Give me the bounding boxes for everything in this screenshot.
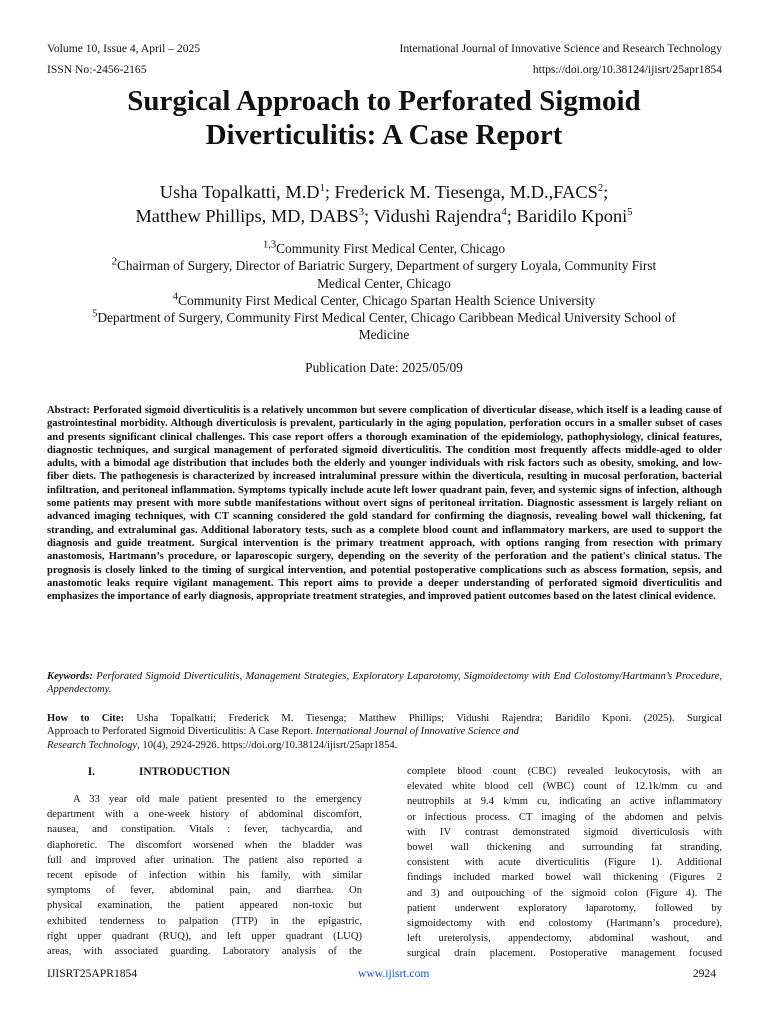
left-line: A 33 year old male patient presented to the emergency — [73, 794, 362, 805]
title-line-1: Surgical Approach to Perforated Sigmoid — [127, 85, 641, 117]
cite-journal-1: International Journal of Innovative Science and — [315, 726, 519, 738]
title-line-2: Diverticulitis: A Case Report — [205, 119, 563, 151]
author-3-sup: 3 — [358, 206, 364, 218]
author-1-sup: 1 — [319, 182, 325, 194]
section-title: INTRODUCTION — [139, 766, 231, 778]
cite-line-1 — [47, 712, 722, 725]
affiliation-2-line-1 — [46, 257, 722, 274]
right-line: and 3) and outpouching of the sigmoid colon (Figure 4). The — [407, 887, 722, 899]
affiliation-3 — [46, 292, 722, 309]
author-line-1 — [40, 180, 728, 204]
author-2-sup: 2 — [597, 182, 604, 194]
doi-link[interactable]: https://doi.org/10.38124/ijisrt/25apr1854 — [532, 63, 722, 76]
affiliation-2-text-2: Medical Center, Chicago — [317, 275, 451, 291]
cite-journal-2: Research Technology — [47, 739, 138, 751]
how-to-cite — [47, 712, 722, 752]
left-line: right upper quadrant (RUQ), and left upper quadrant (LUQ) — [47, 930, 362, 942]
cite-line-2 — [47, 725, 722, 738]
cite-text-3: , 10(4), 2924-2926. https://doi.org/10.38124/ijisrt/25apr1854. — [137, 739, 398, 751]
right-line: patient underwent exploratory laparotomy, followed by — [407, 902, 722, 914]
affiliation-3-text: Community First Medical Center, Chicago Spartan Health Science University — [178, 292, 596, 308]
affiliation-4-line-1 — [46, 309, 722, 326]
author-line-2 — [40, 204, 728, 228]
right-line: surgical drain placement. Postoperative management focused — [407, 948, 722, 960]
right-column — [407, 764, 722, 962]
left-line: recent episode of infection within his family, with similar — [47, 870, 362, 882]
right-line: sigmoidectomy with end colostomy (Hartmann’s procedure), — [407, 918, 722, 930]
left-line: areas, with associated guarding. Laboratory analysis of the — [47, 946, 362, 958]
affiliation-1 — [46, 240, 722, 257]
right-line: or infectious process. CT imaging of the abdomen and pelvis — [407, 811, 722, 823]
author-4: ; Vidushi Rajendra — [363, 206, 502, 226]
author-5: ; Baridilo Kponi — [506, 206, 628, 226]
footer-paper-id: IJISRT25APR1854 — [47, 967, 138, 980]
author-3: Matthew Phillips, MD, DABS — [135, 206, 359, 226]
journal-name: International Journal of Innovative Science and Research Technology — [399, 42, 722, 55]
left-line: department with a one-week history of abdominal discomfort, — [47, 809, 362, 821]
affiliation-2 — [46, 257, 722, 292]
cite-text-1: Usha Topalkatti; Frederick M. Tiesenga; Matthew Phillips; Vidushi Rajendra; Baridilo Kponi. (2025). Surgical — [124, 713, 722, 724]
left-line: nausea, and constipation. Vitals : fever, tachycardia, and — [47, 824, 362, 836]
affiliation-4-sup: 5 — [92, 308, 98, 320]
section-heading — [47, 764, 362, 792]
cite-label: How to Cite: — [47, 713, 125, 724]
author-list — [40, 180, 728, 228]
author-4-sup: 4 — [501, 206, 507, 218]
page-number: 2924 — [692, 967, 716, 980]
abstract-text: Perforated sigmoid diverticulitis is a relatively uncommon but severe complication of diverticular disease, which itself is a leading cause of gastrointestinal morbidity. Although diverticulosis is prevalent, particularly in the aging population, perforation occurs in a smaller subset of cases and presents significant clinical challenges. This case report offers a thorough examination of the epidemiology, pathophysiology, clinical features, diagnostic techniques, and surgical management of perforated sigmoid diverticulitis. The condition most frequently affects middle-aged to older adults, with a bimodal age distribution that includes both the elderly and younger individuals with risk factors such as obesity, smoking, and low-fiber diets. The pathogenesis is characterized by increased intraluminal pressure within the diverticula, resulting in mucosal perforation, bacterial infiltration, and peritoneal inflammation. Symptoms typically include acute left lower quadrant pain, fever, and systemic signs of infection, although some patients may present with more subtle manifestations without overt signs of peritoneal irritation. Diagnostic assessment is largely reliant on advanced imaging techniques, with CT scanning considered the gold standard for confirming the diagnosis, revealing bowel wall thickening, fat stranding, and extraluminal gas. Additional laboratory tests, such as a complete blood count and inflammatory markers, are used to support the diagnosis and guide treatment. Surgical intervention is the primary treatment approach, with options ranging from resection with primary anastomosis, Hartmann’s procedure, or laparoscopic surgery, depending on the severity of the perforation and the patient's clinical status. The prognosis is closely linked to the timing of surgical intervention, and potential postoperative complications such as abscess formation, sepsis, and anastomotic leaks require vigilant management. This report aims to provide a deeper understanding of perforated sigmoid diverticulitis and emphasizes the importance of early diagnosis, appropriate treatment strategies, and improved patient outcomes based on the latest clinical evidence. — [47, 405, 722, 603]
right-line: complete blood count (CBC) revealed leukocytosis, with an — [407, 766, 722, 777]
footer-website-link[interactable]: www.ijisrt.com — [358, 967, 430, 980]
affiliation-1-sup: 1,3 — [262, 239, 277, 251]
keywords — [47, 670, 722, 697]
right-line: consistent with acute diverticulitis (Figure 1). Additional — [407, 857, 722, 869]
affiliation-4-text-2: Medicine — [358, 327, 410, 343]
affiliation-4 — [46, 309, 722, 344]
cite-line-3 — [47, 739, 722, 752]
right-line: elevated white blood cell (WBC) count of 12.1k/mm cu and — [407, 781, 722, 793]
left-line: full and improved after urination. The patient also reported a — [47, 854, 362, 866]
publication-date: Publication Date: 2025/05/09 — [305, 360, 463, 375]
affiliation-2-sup: 2 — [111, 256, 117, 268]
right-line: with IV contrast demonstrated sigmoid diverticulosis with — [407, 826, 722, 838]
abstract-label: Abstract: — [47, 405, 93, 416]
keywords-label: Keywords: — [47, 671, 93, 682]
left-line: symptoms of fever, abdominal pain, and diarrhea. On — [47, 885, 362, 897]
right-line: neutrophils at 9.4 k/mm cu, indicating an active inflammatory — [407, 796, 722, 808]
right-line: findings included marked bowel wall thickening (Figures 2 — [407, 872, 722, 884]
author-2: ; Frederick M. Tiesenga, M.D.,FACS — [324, 182, 598, 202]
affiliation-3-sup: 4 — [172, 291, 179, 303]
author-1: Usha Topalkatti, M.D — [159, 182, 320, 202]
left-line: physical examination, the patient appeared non-toxic but — [47, 900, 362, 912]
affiliations — [46, 240, 722, 344]
right-line: bowel wall thickening and surrounding fat stranding, — [407, 842, 722, 854]
author-2-tail: ; — [603, 182, 609, 202]
cite-text-2: Approach to Perforated Sigmoid Diverticulitis: A Case Report. — [47, 726, 316, 738]
author-5-sup: 5 — [627, 206, 633, 218]
paper-title — [40, 84, 728, 152]
affiliation-1-text: Community First Medical Center, Chicago — [276, 241, 506, 256]
left-column — [47, 764, 362, 959]
right-line: left ureterolysis, appendectomy, abdominal washout, and — [407, 933, 722, 945]
affiliation-4-text-1: Department of Surgery, Community First Medical Center, Chicago Caribbean Medical University School of — [97, 310, 676, 326]
volume-issue: Volume 10, Issue 4, April – 2025 — [47, 42, 201, 55]
left-line: exhibited tenderness to palpation (TTP) in the epigastric, — [47, 915, 362, 927]
keywords-text: Perforated Sigmoid Diverticulitis, Management Strategies, Exploratory Laparotomy, Sigmoidectomy with End Colostomy/Hartmann’s Procedure, Appendectomy. — [47, 671, 722, 696]
abstract — [47, 404, 722, 603]
issn: ISSN No:-2456-2165 — [47, 63, 147, 76]
left-line: diaphoretic. The discomfort worsened when the bladder was — [47, 839, 362, 851]
section-number: I. — [87, 766, 95, 778]
affiliation-2-text-1: Chairman of Surgery, Director of Bariatric Surgery, Department of surgery Loyala, Community First — [116, 258, 657, 274]
